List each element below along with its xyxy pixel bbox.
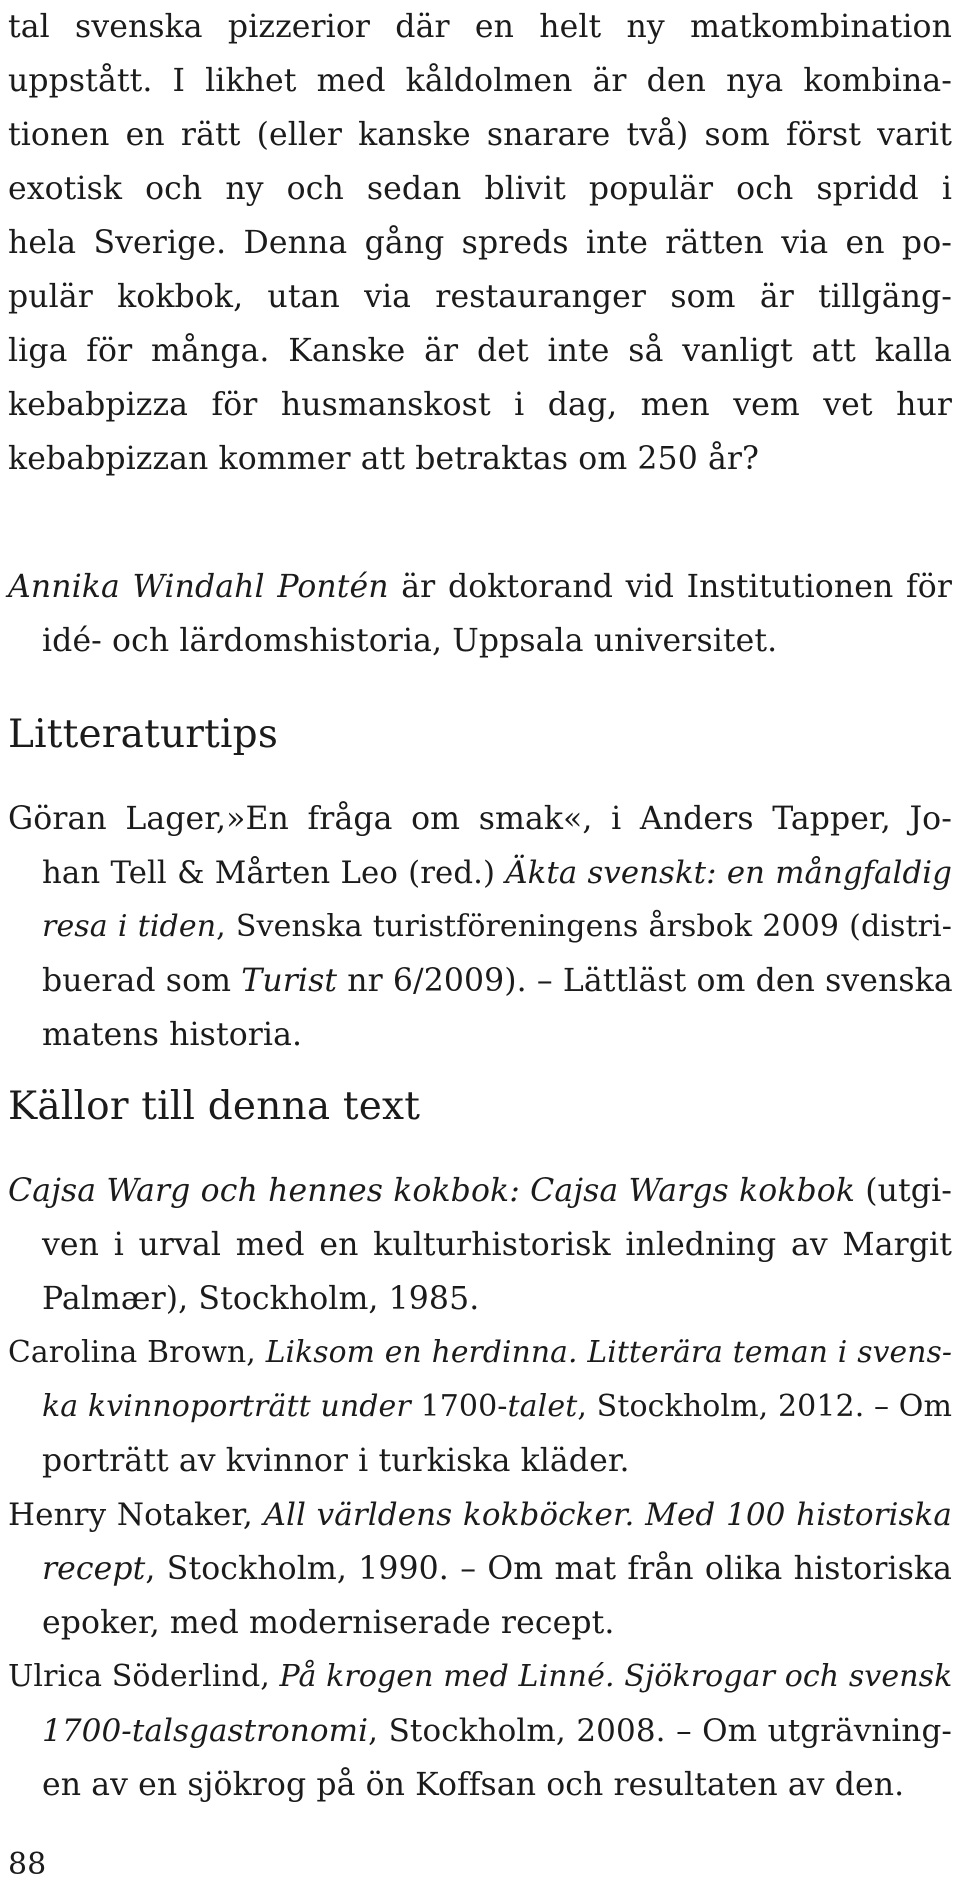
text-line: exotisk och ny och sedan blivit populär och spridd i — [8, 171, 952, 207]
text-line: tal svenska pizzerior där en helt ny matkombination — [8, 9, 952, 45]
source-line: Carolina Brown, Liksom en herdinna. Litterära teman i svens- — [8, 1335, 952, 1370]
reference-line: han Tell & Mårten Leo (red.) Äkta svenskt: en mångfaldig — [42, 855, 952, 891]
body-paragraph — [8, 0, 952, 486]
author-note-line: Annika Windahl Pontén är doktorand vid Institutionen för — [8, 569, 952, 605]
text-line: kebabpizzan kommer att betraktas om 250 år? — [8, 441, 759, 477]
text-line: liga för många. Kanske är det inte så vanligt att kalla — [8, 333, 952, 369]
section-heading-tips: Litteraturtips — [8, 712, 279, 757]
reference-line: resa i tiden, Svenska turistföreningens årsbok 2009 (distri- — [42, 909, 952, 944]
source-line: 1700-talsgastronomi, Stockholm, 2008. – Om utgrävning- — [42, 1713, 952, 1749]
text-line: hela Sverige. Denna gång spreds inte rätten via en po- — [8, 225, 952, 261]
source-line: Cajsa Warg och hennes kokbok: Cajsa Wargs kokbok (utgi- — [8, 1173, 952, 1209]
text-line: tionen en rätt (eller kanske snarare två) som först varit — [8, 117, 952, 153]
author-note — [8, 560, 952, 668]
source-line: Ulrica Söderlind, På krogen med Linné. Sjökrogar och svensk — [8, 1659, 953, 1694]
section-heading-sources: Källor till denna text — [8, 1084, 421, 1129]
text-line: pulär kokbok, utan via restauranger som är tillgäng- — [8, 279, 952, 315]
source-line: ven i urval med en kulturhistorisk inledning av Margit — [42, 1227, 952, 1263]
text-line: uppstått. I likhet med kåldolmen är den nya kombina- — [8, 63, 952, 99]
author-note-line: idé- och lärdomshistoria, Uppsala universitet. — [42, 623, 778, 659]
source-line: recept, Stockholm, 1990. – Om mat från olika historiska — [42, 1551, 952, 1587]
text-line: kebabpizza för husmanskost i dag, men vem vet hur — [8, 387, 952, 423]
tips-entry — [8, 792, 952, 1062]
source-line: ka kvinnoporträtt under 1700-talet, Stockholm, 2012. – Om — [42, 1389, 952, 1424]
source-line: Palmær), Stockholm, 1985. — [42, 1281, 480, 1317]
author-name: Annika Windahl Pontén — [8, 569, 389, 605]
source-line: porträtt av kvinnor i turkiska kläder. — [42, 1443, 630, 1479]
sources-list — [8, 1164, 952, 1812]
reference-line: buerad som Turist nr 6/2009). – Lättläst om den svenska — [42, 963, 953, 999]
page-number: 88 — [8, 1847, 47, 1882]
reference-line: Göran Lager,»En fråga om smak«, i Anders Tapper, Jo- — [8, 801, 952, 837]
reference-line: matens historia. — [42, 1017, 303, 1053]
source-line: epoker, med moderniserade recept. — [42, 1605, 615, 1641]
source-line: Henry Notaker, All världens kokböcker. Med 100 historiska — [8, 1497, 952, 1533]
source-line: en av en sjökrog på ön Koffsan och resultaten av den. — [42, 1767, 905, 1803]
